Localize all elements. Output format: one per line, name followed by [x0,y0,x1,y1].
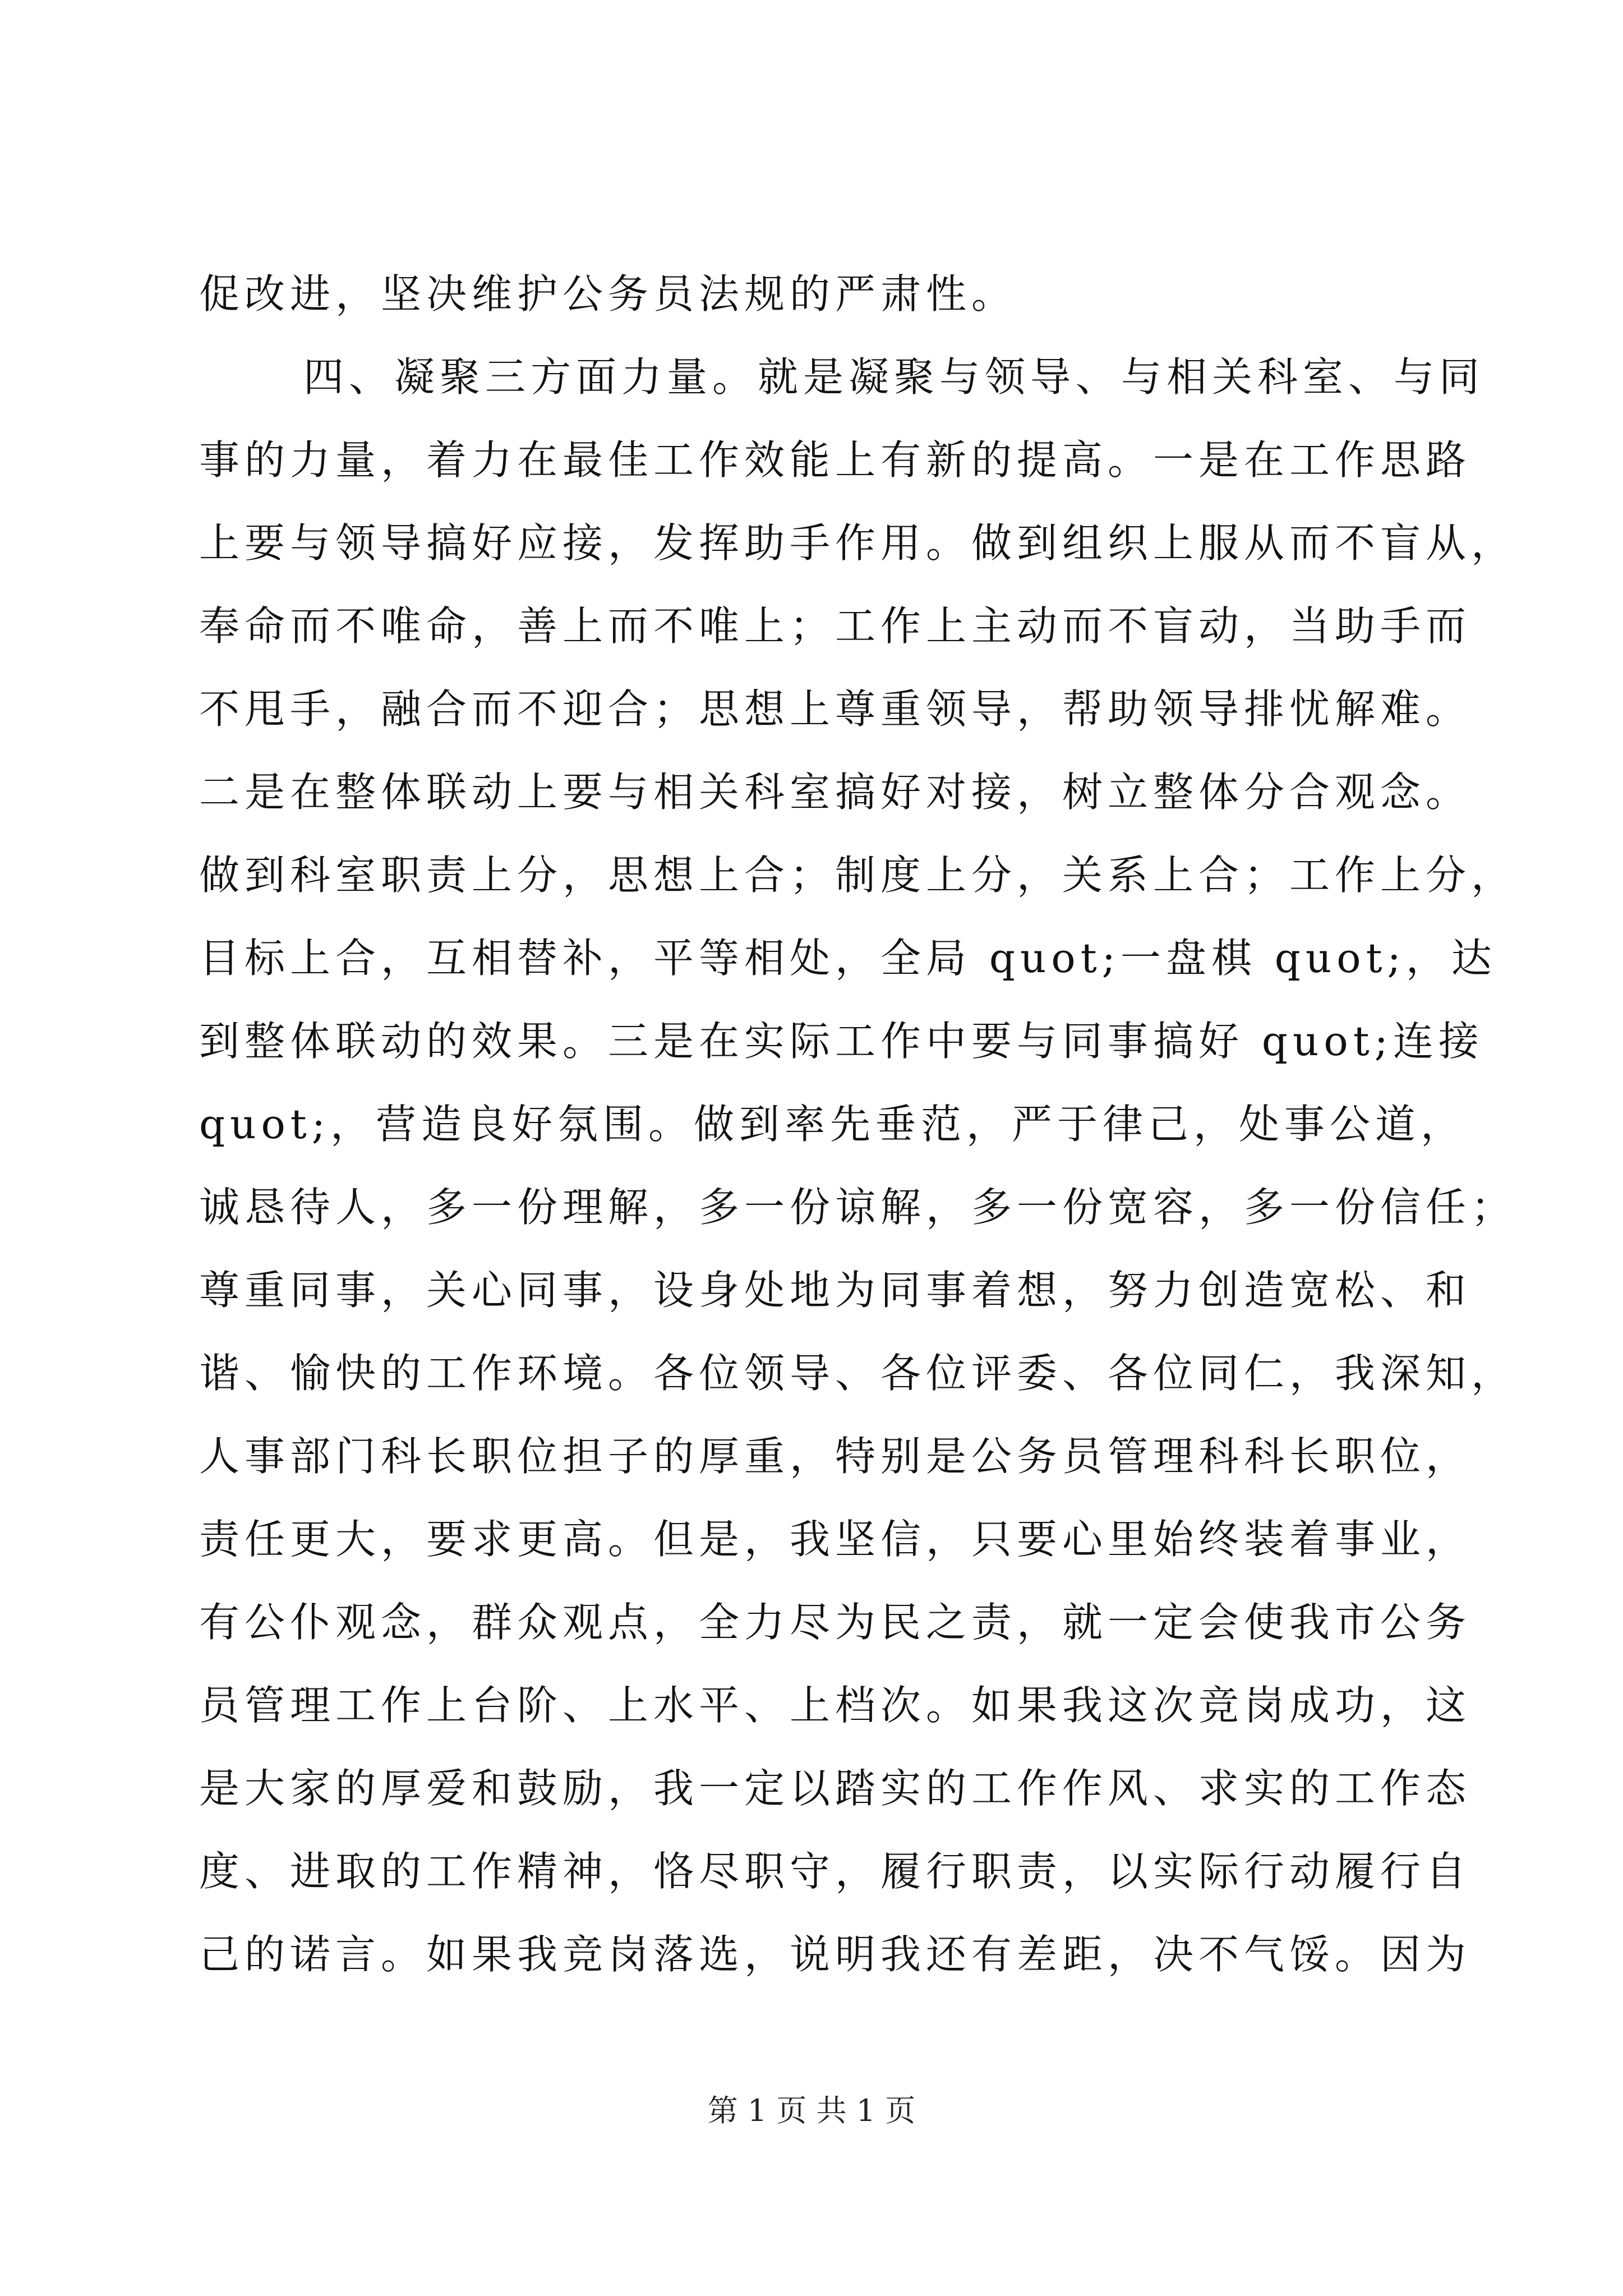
text-line: 四、凝聚三方面力量。就是凝聚与领导、与相关科室、与同 [303,353,1485,401]
text-line: 谐、愉快的工作环境。各位领导、各位评委、各位同仁，我深知， [199,1350,1517,1397]
text-line: 到整体联动的效果。三是在实际工作中要与同事搞好 quot;连接 [199,1018,1484,1065]
text-line: 二是在整体联动上要与相关科室搞好对接，树立整体分合观念。 [199,769,1472,816]
text-line: 上要与领导搞好应接，发挥助手作用。做到组织上服从而不盲从， [199,519,1517,567]
text-line: 责任更大，要求更高。但是，我坚信，只要心里始终装着事业， [199,1516,1472,1563]
text-line: 尊重同事，关心同事，设身处地为同事着想，努力创造宽松、和 [199,1267,1472,1314]
text-line: 己的诺言。如果我竞岗落选，说明我还有差距，决不气馁。因为 [199,1931,1472,1978]
text-line: 度、进取的工作精神，恪尽职守，履行职责，以实际行动履行自 [199,1848,1472,1895]
text-line: 促改进，坚决维护公务员法规的严肃性。 [199,270,1017,318]
text-line: quot;，营造良好氛围。做到率先垂范，严于律己，处事公道， [199,1101,1467,1148]
text-line: 事的力量，着力在最佳工作效能上有新的提高。一是在工作思路 [199,436,1472,484]
text-line: 目标上合，互相替补，平等相处，全局 quot;一盘棋 quot;，达 [199,935,1497,982]
text-line: 不甩手，融合而不迎合；思想上尊重领导，帮助领导排忧解难。 [199,685,1472,733]
page-number-footer: 第 1 页 共 1 页 [707,2093,916,2128]
text-line: 奉命而不唯命，善上而不唯上；工作上主动而不盲动，当助手而 [199,602,1472,650]
document-body [199,252,1517,1996]
text-line: 有公仆观念，群众观点，全力尽为民之责，就一定会使我市公务 [199,1599,1472,1646]
text-line: 员管理工作上台阶、上水平、上档次。如果我这次竞岗成功，这 [199,1682,1472,1729]
text-line: 人事部门科长职位担子的厚重，特别是公务员管理科科长职位， [199,1433,1472,1480]
text-line: 做到科室职责上分，思想上合；制度上分，关系上合；工作上分， [199,852,1517,899]
text-line: 诚恳待人，多一份理解，多一份谅解，多一份宽容，多一份信任； [199,1184,1517,1231]
text-line: 是大家的厚爱和鼓励，我一定以踏实的工作作风、求实的工作态 [199,1765,1472,1812]
